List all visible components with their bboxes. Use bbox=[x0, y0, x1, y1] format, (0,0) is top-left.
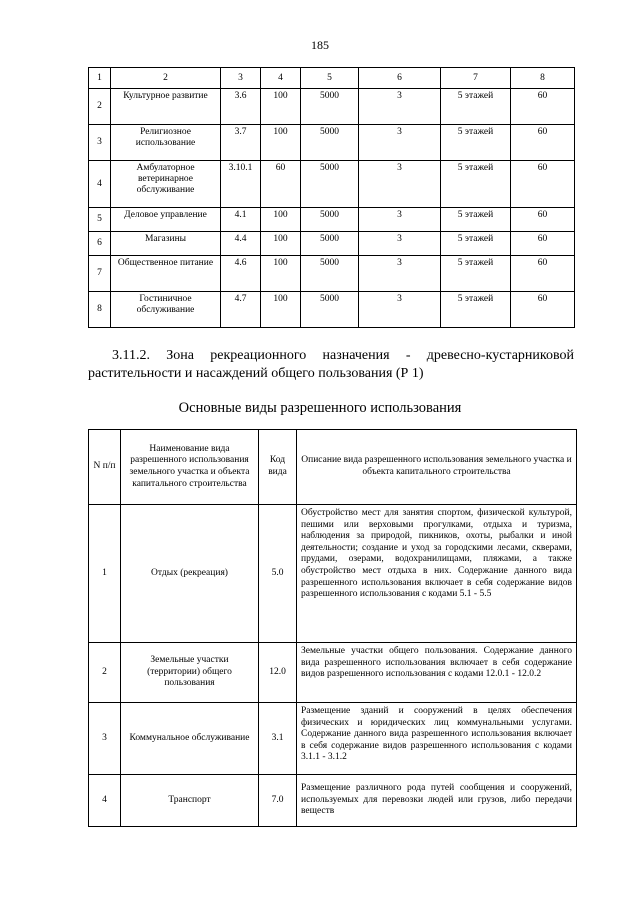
table-cell: 3 bbox=[359, 232, 441, 256]
use-type-code: 3.10.1 bbox=[221, 161, 261, 208]
use-type-name: Амбулаторное ветеринарное обслуживание bbox=[111, 161, 221, 208]
use-type-name: Общественное питание bbox=[111, 256, 221, 292]
use-type-code: 4.6 bbox=[221, 256, 261, 292]
use-type-name: Магазины bbox=[111, 232, 221, 256]
column-number-header: 8 bbox=[511, 68, 575, 89]
table-cell: 5 этажей bbox=[441, 292, 511, 328]
use-description: Земельные участки общего пользования. Содержание данного вида разрешенного использования включает в себя содержание видов разрешенного использования с кодами 12.0.1 - 12.0.2 bbox=[297, 643, 577, 703]
section-heading: 3.11.2. Зона рекреационного назначения - древесно-кустарниковой растительности и насаждений общего пользования (Р 1) bbox=[88, 348, 574, 381]
header-number: N п/п bbox=[89, 430, 121, 505]
row-number: 2 bbox=[89, 89, 111, 125]
table-cell: 100 bbox=[261, 256, 301, 292]
use-type-code: 5.0 bbox=[259, 505, 297, 643]
use-type-code: 4.4 bbox=[221, 232, 261, 256]
table-cell: 5 этажей bbox=[441, 125, 511, 161]
zone-parameters-table bbox=[88, 67, 575, 328]
table-cell: 60 bbox=[511, 161, 575, 208]
header-code: Код вида bbox=[259, 430, 297, 505]
table-cell: 100 bbox=[261, 292, 301, 328]
table-cell: 60 bbox=[261, 161, 301, 208]
table-cell: 60 bbox=[511, 89, 575, 125]
table-cell: 5000 bbox=[301, 89, 359, 125]
table-row bbox=[89, 775, 577, 827]
table-row bbox=[89, 232, 575, 256]
table-cell: 3 bbox=[359, 292, 441, 328]
row-number: 7 bbox=[89, 256, 111, 292]
column-number-header: 3 bbox=[221, 68, 261, 89]
use-description: Размещение зданий и сооружений в целях обеспечения физических и юридических лиц коммунальными услугами. Содержание данного вида разрешенного использования включает в себя содержание видов разрешенного использования с кодами 3.1.1 - 3.1.2 bbox=[297, 703, 577, 775]
table-cell: 100 bbox=[261, 208, 301, 232]
use-description: Размещение различного рода путей сообщения и сооружений, используемых для перевозки людей или грузов, либо передачи веществ bbox=[297, 775, 577, 827]
table-cell: 5000 bbox=[301, 292, 359, 328]
use-type-name: Земельные участки (территории) общего пользования bbox=[121, 643, 259, 703]
column-number-header: 5 bbox=[301, 68, 359, 89]
use-type-name: Религиозное использование bbox=[111, 125, 221, 161]
table-cell: 60 bbox=[511, 256, 575, 292]
use-type-code: 4.7 bbox=[221, 292, 261, 328]
column-number-header: 2 bbox=[111, 68, 221, 89]
table-row bbox=[89, 292, 575, 328]
header-use-name: Наименование вида разрешенного использования земельного участка и объекта капитального строительства bbox=[121, 430, 259, 505]
table-cell: 60 bbox=[511, 292, 575, 328]
table-cell: 60 bbox=[511, 208, 575, 232]
table-cell: 5 этажей bbox=[441, 89, 511, 125]
subheading: Основные виды разрешенного использования bbox=[178, 400, 462, 416]
table-cell: 100 bbox=[261, 89, 301, 125]
permitted-uses-table bbox=[88, 429, 577, 827]
use-description: Обустройство мест для занятия спортом, физической культурой, пешими или верховыми прогулками, отдыха и туризма, наблюдения за природой, пикников, охоты, рыбалки и иной деятельности; создание и уход за городскими лесами, скверами, прудами, озерами, водохранилищами, пляжами, а также обустройство мест отдыха в них. Содержание данного вида разрешенного использования включает в себя содержание видов разрешенного использования с кодами 5.1 - 5.5 bbox=[297, 505, 577, 643]
row-number: 8 bbox=[89, 292, 111, 328]
use-type-code: 3.1 bbox=[259, 703, 297, 775]
use-type-code: 3.6 bbox=[221, 89, 261, 125]
use-type-code: 7.0 bbox=[259, 775, 297, 827]
table-cell: 5000 bbox=[301, 256, 359, 292]
row-number: 1 bbox=[89, 505, 121, 643]
page-number: 185 bbox=[311, 38, 329, 52]
row-number: 4 bbox=[89, 161, 111, 208]
table-cell: 60 bbox=[511, 125, 575, 161]
use-type-name: Деловое управление bbox=[111, 208, 221, 232]
table-cell: 5000 bbox=[301, 208, 359, 232]
use-type-name: Гостиничное обслуживание bbox=[111, 292, 221, 328]
use-type-name: Культурное развитие bbox=[111, 89, 221, 125]
table-row bbox=[89, 208, 575, 232]
use-type-name: Транспорт bbox=[121, 775, 259, 827]
table-cell: 3 bbox=[359, 208, 441, 232]
table-cell: 3 bbox=[359, 161, 441, 208]
table-cell: 5000 bbox=[301, 125, 359, 161]
table-cell: 100 bbox=[261, 125, 301, 161]
row-number: 3 bbox=[89, 125, 111, 161]
column-number-header: 4 bbox=[261, 68, 301, 89]
table-cell: 5 этажей bbox=[441, 161, 511, 208]
table-header-row bbox=[89, 430, 577, 505]
use-type-code: 12.0 bbox=[259, 643, 297, 703]
use-type-code: 3.7 bbox=[221, 125, 261, 161]
column-number-header: 6 bbox=[359, 68, 441, 89]
table-row bbox=[89, 703, 577, 775]
table-row bbox=[89, 161, 575, 208]
table-cell: 3 bbox=[359, 256, 441, 292]
column-number-header: 7 bbox=[441, 68, 511, 89]
column-number-header: 1 bbox=[89, 68, 111, 89]
table-header-row bbox=[89, 68, 575, 89]
row-number: 6 bbox=[89, 232, 111, 256]
use-type-name: Отдых (рекреация) bbox=[121, 505, 259, 643]
table-row bbox=[89, 256, 575, 292]
row-number: 2 bbox=[89, 643, 121, 703]
row-number: 3 bbox=[89, 703, 121, 775]
header-description: Описание вида разрешенного использования земельного участка и объекта капитального строительства bbox=[297, 430, 577, 505]
table-cell: 3 bbox=[359, 89, 441, 125]
table-row bbox=[89, 643, 577, 703]
table-cell: 5000 bbox=[301, 161, 359, 208]
table-cell: 5 этажей bbox=[441, 232, 511, 256]
use-type-code: 4.1 bbox=[221, 208, 261, 232]
row-number: 4 bbox=[89, 775, 121, 827]
table-cell: 3 bbox=[359, 125, 441, 161]
table-cell: 5 этажей bbox=[441, 256, 511, 292]
row-number: 5 bbox=[89, 208, 111, 232]
table-cell: 5000 bbox=[301, 232, 359, 256]
table-row bbox=[89, 125, 575, 161]
use-type-name: Коммунальное обслуживание bbox=[121, 703, 259, 775]
table-cell: 60 bbox=[511, 232, 575, 256]
table-cell: 5 этажей bbox=[441, 208, 511, 232]
table-row bbox=[89, 89, 575, 125]
table-row bbox=[89, 505, 577, 643]
table-cell: 100 bbox=[261, 232, 301, 256]
